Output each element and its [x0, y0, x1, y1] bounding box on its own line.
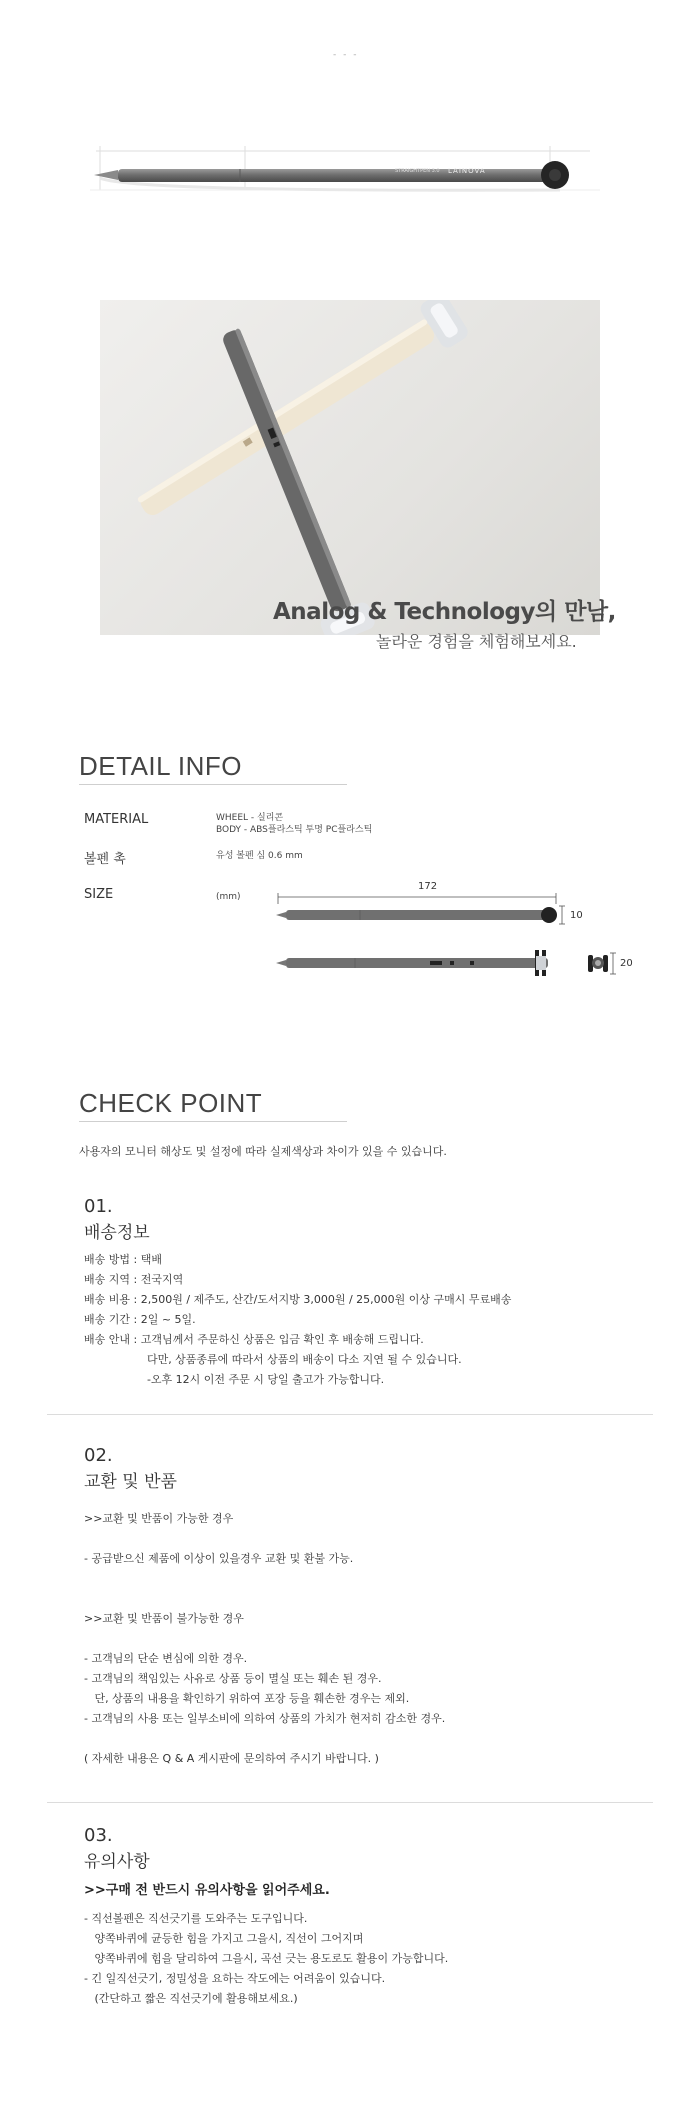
s1-title: 배송정보 [84, 1223, 150, 1243]
caution-line: 양쪽바퀴에 균등한 힘을 가지고 그을시, 직선이 그어지며 [84, 1932, 364, 1945]
returns-possible-line: - 공급받으신 제품에 이상이 있을경우 교환 및 환불 가능. [84, 1552, 354, 1565]
returns-impossible-heading: >>교환 및 반품이 불가능한 경우 [84, 1612, 244, 1625]
shipping-line: 배송 지역 : 전국지역 [84, 1273, 184, 1286]
pens-photo-illustration [100, 300, 600, 635]
s2-title: 교환 및 반품 [84, 1472, 177, 1492]
returns-impossible-line: - 고객님의 단순 변심에 의한 경우. [84, 1652, 248, 1665]
returns-impossible-lines [84, 1649, 445, 1729]
section-divider-1 [47, 1414, 653, 1415]
pen-dimension-drawing [270, 880, 640, 990]
caution-lines [84, 1909, 448, 2009]
hero-caption-title: Analog & Technology의 만남, [273, 599, 616, 625]
check-point-title: CHECK POINT [79, 1088, 263, 1118]
material-value: WHEEL - 실리콘 BODY - ABS플라스틱 투명 PC플라스틱 [216, 813, 373, 835]
detail-info-title: DETAIL INFO [79, 751, 242, 781]
caution-line: (간단하고 짧은 직선긋기에 활용해보세요.) [84, 1992, 298, 2005]
dim-height-label-2: 20 [620, 958, 633, 969]
pen-model-text: STRAIGHTPEN 3.0 [395, 168, 440, 174]
shipping-line: 배송 안내 : 고객님께서 주문하신 상품은 입금 확인 후 배송해 드립니다. [84, 1333, 424, 1346]
hero-caption-subtitle: 놀라운 경험을 체험해보세요. [376, 632, 577, 651]
section-divider-2 [47, 1802, 653, 1803]
size-unit: (mm) [216, 892, 241, 902]
returns-impossible-line: - 고객님의 사용 또는 일부소비에 의하여 상품의 가치가 현저히 감소한 경우. [84, 1712, 446, 1725]
caution-line: - 직선볼펜은 직선긋기를 도와주는 도구입니다. [84, 1912, 308, 1925]
top-dots: - - - [333, 50, 359, 60]
hero-photo [100, 300, 600, 635]
pen-technical-drawing [90, 140, 610, 200]
caution-line: 양쪽바퀴에 힘을 달리하여 그을시, 곡선 긋는 용도로도 활용이 가능합니다. [84, 1952, 449, 1965]
check-point-underline [79, 1121, 347, 1122]
tip-label: 볼펜 촉 [84, 852, 126, 867]
size-label: SIZE [84, 887, 114, 902]
caution-heading: >>구매 전 반드시 유의사항을 읽어주세요. [84, 1883, 330, 1898]
dim-length-label: 172 [418, 881, 438, 892]
s1-number: 01. [84, 1196, 113, 1217]
hero-pen-drawing [90, 140, 610, 200]
monitor-notice: 사용자의 모니터 해상도 및 설정에 따라 실제색상과 차이가 있을 수 있습니다. [79, 1145, 447, 1158]
shipping-line: 배송 기간 : 2일 ~ 5일. [84, 1313, 196, 1326]
returns-impossible-line: 단, 상품의 내용을 확인하기 위하여 포장 등을 훼손한 경우는 제외. [84, 1692, 410, 1705]
size-diagram [270, 880, 640, 990]
returns-possible-heading: >>교환 및 반품이 가능한 경우 [84, 1512, 234, 1525]
material-label: MATERIAL [84, 812, 149, 827]
s2-number: 02. [84, 1445, 113, 1466]
returns-footnote: ( 자세한 내용은 Q & A 게시판에 문의하여 주시기 바랍니다. ) [84, 1752, 379, 1765]
shipping-line: 배송 비용 : 2,500원 / 제주도, 산간/도서지방 3,000원 / 25,000원 이상 구매시 무료배송 [84, 1293, 512, 1306]
s1-lines [84, 1250, 511, 1390]
s3-number: 03. [84, 1825, 113, 1846]
returns-impossible-line: - 고객님의 책임있는 사유로 상품 등이 멸실 또는 훼손 된 경우. [84, 1672, 382, 1685]
dim-height-label-1: 10 [570, 910, 583, 921]
s3-title: 유의사항 [84, 1852, 150, 1872]
detail-info-underline [79, 784, 347, 785]
caution-line: - 긴 일직선긋기, 정밀성을 요하는 작도에는 어려움이 있습니다. [84, 1972, 386, 1985]
shipping-line: 다만, 상품종류에 따라서 상품의 배송이 다소 지연 될 수 있습니다. [84, 1353, 462, 1366]
pen-brand-text: LAINOVA [448, 167, 486, 175]
tip-value: 유성 볼펜 심 0.6 mm [216, 851, 303, 861]
shipping-line: 배송 방법 : 택배 [84, 1253, 162, 1266]
shipping-line: -오후 12시 이전 주문 시 당일 출고가 가능합니다. [84, 1373, 385, 1386]
